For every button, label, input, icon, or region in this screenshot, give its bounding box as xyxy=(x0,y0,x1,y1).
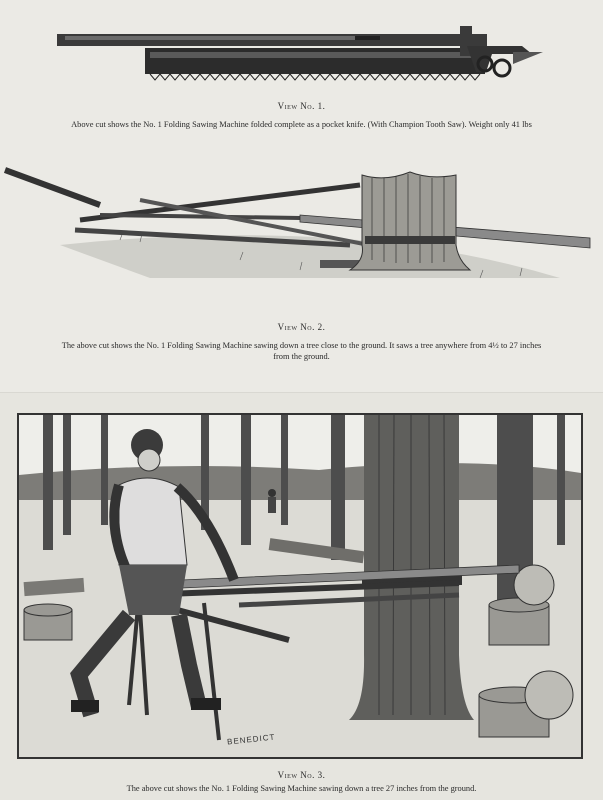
view3-title: View No. 3. xyxy=(277,770,326,780)
engraver-signature: BENEDICT xyxy=(226,732,276,747)
view2-title: View No. 2. xyxy=(277,322,326,332)
view3-illustration-frame xyxy=(17,413,583,759)
view2-illustration xyxy=(0,160,603,310)
view1-illustration xyxy=(55,22,545,94)
view1-title: View No. 1. xyxy=(277,101,326,111)
view1-caption: Above cut shows the No. 1 Folding Sawing Machine folded complete as a pocket knife. (With Champion Tooth Saw). Weight only 41 lbs xyxy=(71,120,532,129)
view2-caption-line1: The above cut shows the No. 1 Folding Sawing Machine sawing down a tree close to the ground. It saws a tree anywhere from 4½ to 27 inches xyxy=(61,341,542,350)
view2-caption-line2: from the ground. xyxy=(273,352,330,361)
view3-illustration xyxy=(19,415,581,757)
view3-caption: The above cut shows the No. 1 Folding Sawing Machine sawing down a tree 27 inches from the ground. xyxy=(126,784,477,793)
